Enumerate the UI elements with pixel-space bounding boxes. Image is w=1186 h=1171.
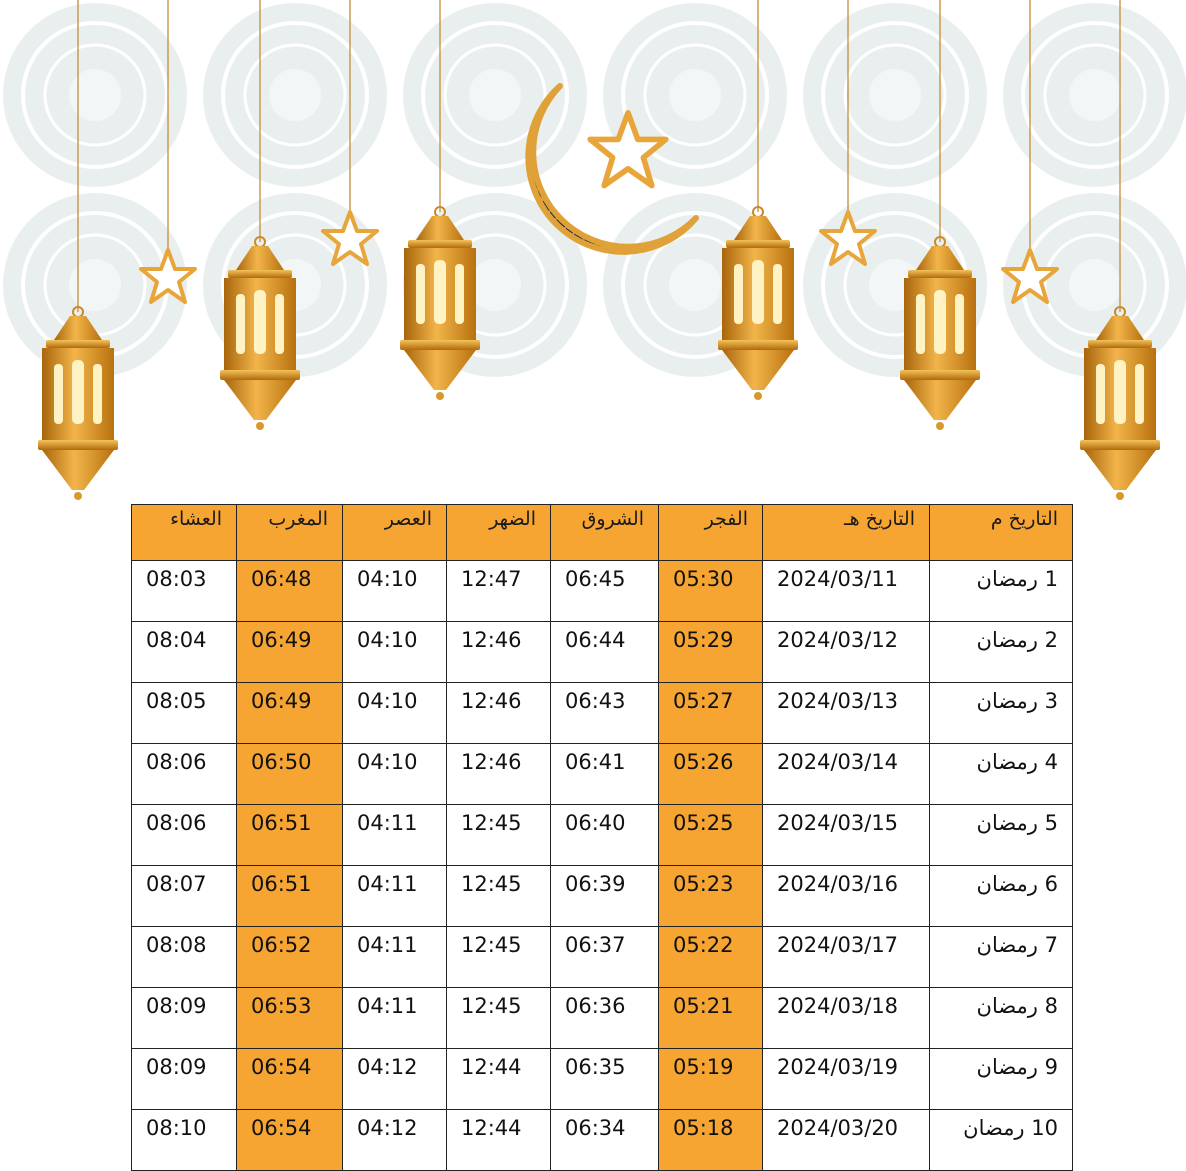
date-cell: 2024/03/11 bbox=[763, 561, 930, 622]
asr-cell: 04:12 bbox=[343, 1049, 447, 1110]
date-cell: 2024/03/14 bbox=[763, 744, 930, 805]
isha-cell: 08:05 bbox=[132, 683, 237, 744]
date-cell: 2024/03/13 bbox=[763, 683, 930, 744]
maghrib-cell: 06:49 bbox=[237, 683, 343, 744]
isha-cell: 08:06 bbox=[132, 805, 237, 866]
asr-cell: 04:11 bbox=[343, 866, 447, 927]
sunrise-cell: 06:36 bbox=[551, 988, 659, 1049]
day-cell: 10 رمضان bbox=[930, 1110, 1073, 1171]
fajr-cell: 05:26 bbox=[659, 744, 763, 805]
fajr-cell: 05:21 bbox=[659, 988, 763, 1049]
fajr-cell: 05:19 bbox=[659, 1049, 763, 1110]
dhuhr-cell: 12:46 bbox=[447, 744, 551, 805]
date-cell: 2024/03/20 bbox=[763, 1110, 930, 1171]
sunrise-cell: 06:37 bbox=[551, 927, 659, 988]
dhuhr-cell: 12:47 bbox=[447, 561, 551, 622]
table-row bbox=[132, 744, 1073, 805]
sunrise-cell: 06:35 bbox=[551, 1049, 659, 1110]
isha-cell: 08:10 bbox=[132, 1110, 237, 1171]
fajr-cell: 05:22 bbox=[659, 927, 763, 988]
date-cell: 2024/03/19 bbox=[763, 1049, 930, 1110]
dhuhr-cell: 12:46 bbox=[447, 622, 551, 683]
arabesque-pattern bbox=[3, 3, 1186, 377]
dhuhr-cell: 12:45 bbox=[447, 988, 551, 1049]
header-sunrise: الشروق bbox=[551, 505, 659, 561]
isha-cell: 08:09 bbox=[132, 1049, 237, 1110]
header-hijri-date: التاريخ هـ bbox=[763, 505, 930, 561]
sunrise-cell: 06:43 bbox=[551, 683, 659, 744]
fajr-cell: 05:25 bbox=[659, 805, 763, 866]
dhuhr-cell: 12:45 bbox=[447, 866, 551, 927]
isha-cell: 08:06 bbox=[132, 744, 237, 805]
isha-cell: 08:07 bbox=[132, 866, 237, 927]
date-cell: 2024/03/12 bbox=[763, 622, 930, 683]
asr-cell: 04:10 bbox=[343, 744, 447, 805]
isha-cell: 08:04 bbox=[132, 622, 237, 683]
asr-cell: 04:10 bbox=[343, 622, 447, 683]
day-cell: 8 رمضان bbox=[930, 988, 1073, 1049]
table-row bbox=[132, 1110, 1073, 1171]
day-cell: 7 رمضان bbox=[930, 927, 1073, 988]
day-cell: 5 رمضان bbox=[930, 805, 1073, 866]
maghrib-cell: 06:51 bbox=[237, 866, 343, 927]
table-row bbox=[132, 988, 1073, 1049]
prayer-times-table bbox=[131, 504, 1073, 1171]
maghrib-cell: 06:48 bbox=[237, 561, 343, 622]
table-row bbox=[132, 805, 1073, 866]
table-row bbox=[132, 866, 1073, 927]
maghrib-cell: 06:50 bbox=[237, 744, 343, 805]
maghrib-cell: 06:52 bbox=[237, 927, 343, 988]
sunrise-cell: 06:41 bbox=[551, 744, 659, 805]
table-row bbox=[132, 683, 1073, 744]
day-cell: 2 رمضان bbox=[930, 622, 1073, 683]
dhuhr-cell: 12:44 bbox=[447, 1049, 551, 1110]
header-fajr: الفجر bbox=[659, 505, 763, 561]
dhuhr-cell: 12:45 bbox=[447, 927, 551, 988]
sunrise-cell: 06:39 bbox=[551, 866, 659, 927]
sunrise-cell: 06:45 bbox=[551, 561, 659, 622]
sunrise-cell: 06:34 bbox=[551, 1110, 659, 1171]
day-cell: 4 رمضان bbox=[930, 744, 1073, 805]
table-row bbox=[132, 1049, 1073, 1110]
maghrib-cell: 06:49 bbox=[237, 622, 343, 683]
maghrib-cell: 06:54 bbox=[237, 1049, 343, 1110]
fajr-cell: 05:30 bbox=[659, 561, 763, 622]
isha-cell: 08:09 bbox=[132, 988, 237, 1049]
table-header-row bbox=[132, 505, 1073, 561]
table-row bbox=[132, 622, 1073, 683]
table-row bbox=[132, 561, 1073, 622]
maghrib-cell: 06:51 bbox=[237, 805, 343, 866]
sunrise-cell: 06:44 bbox=[551, 622, 659, 683]
header-asr: العصر bbox=[343, 505, 447, 561]
day-cell: 1 رمضان bbox=[930, 561, 1073, 622]
isha-cell: 08:08 bbox=[132, 927, 237, 988]
dhuhr-cell: 12:45 bbox=[447, 805, 551, 866]
day-cell: 6 رمضان bbox=[930, 866, 1073, 927]
asr-cell: 04:11 bbox=[343, 927, 447, 988]
date-cell: 2024/03/16 bbox=[763, 866, 930, 927]
header-isha: العشاء bbox=[132, 505, 237, 561]
day-cell: 3 رمضان bbox=[930, 683, 1073, 744]
maghrib-cell: 06:53 bbox=[237, 988, 343, 1049]
asr-cell: 04:11 bbox=[343, 805, 447, 866]
sunrise-cell: 06:40 bbox=[551, 805, 659, 866]
asr-cell: 04:12 bbox=[343, 1110, 447, 1171]
maghrib-cell: 06:54 bbox=[237, 1110, 343, 1171]
table-row bbox=[132, 927, 1073, 988]
header-dhuhr: الضهر bbox=[447, 505, 551, 561]
date-cell: 2024/03/18 bbox=[763, 988, 930, 1049]
dhuhr-cell: 12:44 bbox=[447, 1110, 551, 1171]
fajr-cell: 05:23 bbox=[659, 866, 763, 927]
asr-cell: 04:11 bbox=[343, 988, 447, 1049]
asr-cell: 04:10 bbox=[343, 683, 447, 744]
dhuhr-cell: 12:46 bbox=[447, 683, 551, 744]
date-cell: 2024/03/17 bbox=[763, 927, 930, 988]
fajr-cell: 05:29 bbox=[659, 622, 763, 683]
asr-cell: 04:10 bbox=[343, 561, 447, 622]
header-gregorian-date: التاريخ م bbox=[930, 505, 1073, 561]
fajr-cell: 05:27 bbox=[659, 683, 763, 744]
day-cell: 9 رمضان bbox=[930, 1049, 1073, 1110]
date-cell: 2024/03/15 bbox=[763, 805, 930, 866]
header-maghrib: المغرب bbox=[237, 505, 343, 561]
isha-cell: 08:03 bbox=[132, 561, 237, 622]
ramadan-banner bbox=[0, 0, 1186, 520]
fajr-cell: 05:18 bbox=[659, 1110, 763, 1171]
